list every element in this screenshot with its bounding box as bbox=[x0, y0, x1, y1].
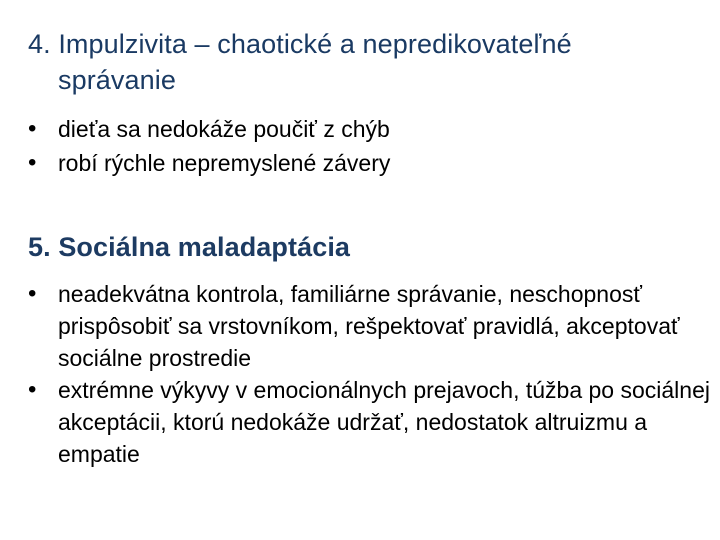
bullet-text: robí rýchle nepremyslené závery bbox=[58, 150, 391, 176]
list-item bbox=[28, 374, 718, 470]
bullet-text: extrémne výkyvy v emocionálnych prejavoch, túžba po sociálnej akceptácii, ktorú nedokáže udržať, nedostatok altruizmu a empatie bbox=[58, 377, 710, 467]
section-5-heading: 5. Sociálna maladaptácia bbox=[28, 232, 351, 262]
bullet-text: neadekvátna kontrola, familiárne správanie, neschopnosť prispôsobiť sa vrstovníkom, rešpektovať pravidlá, akceptovať sociálne prostredie bbox=[58, 281, 680, 371]
section-5-bullet-list bbox=[28, 278, 718, 470]
section-4-heading-line2: správanie bbox=[58, 65, 176, 95]
bullet-icon: • bbox=[28, 280, 37, 307]
list-item bbox=[28, 112, 708, 146]
list-item bbox=[28, 146, 708, 180]
bullet-icon: • bbox=[28, 376, 37, 403]
bullet-text: dieťa sa nedokáže poučiť z chýb bbox=[58, 116, 390, 142]
section-4-bullet-list bbox=[28, 112, 708, 180]
section-4-heading bbox=[28, 26, 718, 98]
bullet-icon: • bbox=[28, 149, 37, 176]
list-item bbox=[28, 278, 718, 374]
bullet-icon: • bbox=[28, 115, 37, 142]
section-4-heading-line1: 4. Impulzivita – chaotické a nepredikovateľné bbox=[28, 29, 572, 59]
